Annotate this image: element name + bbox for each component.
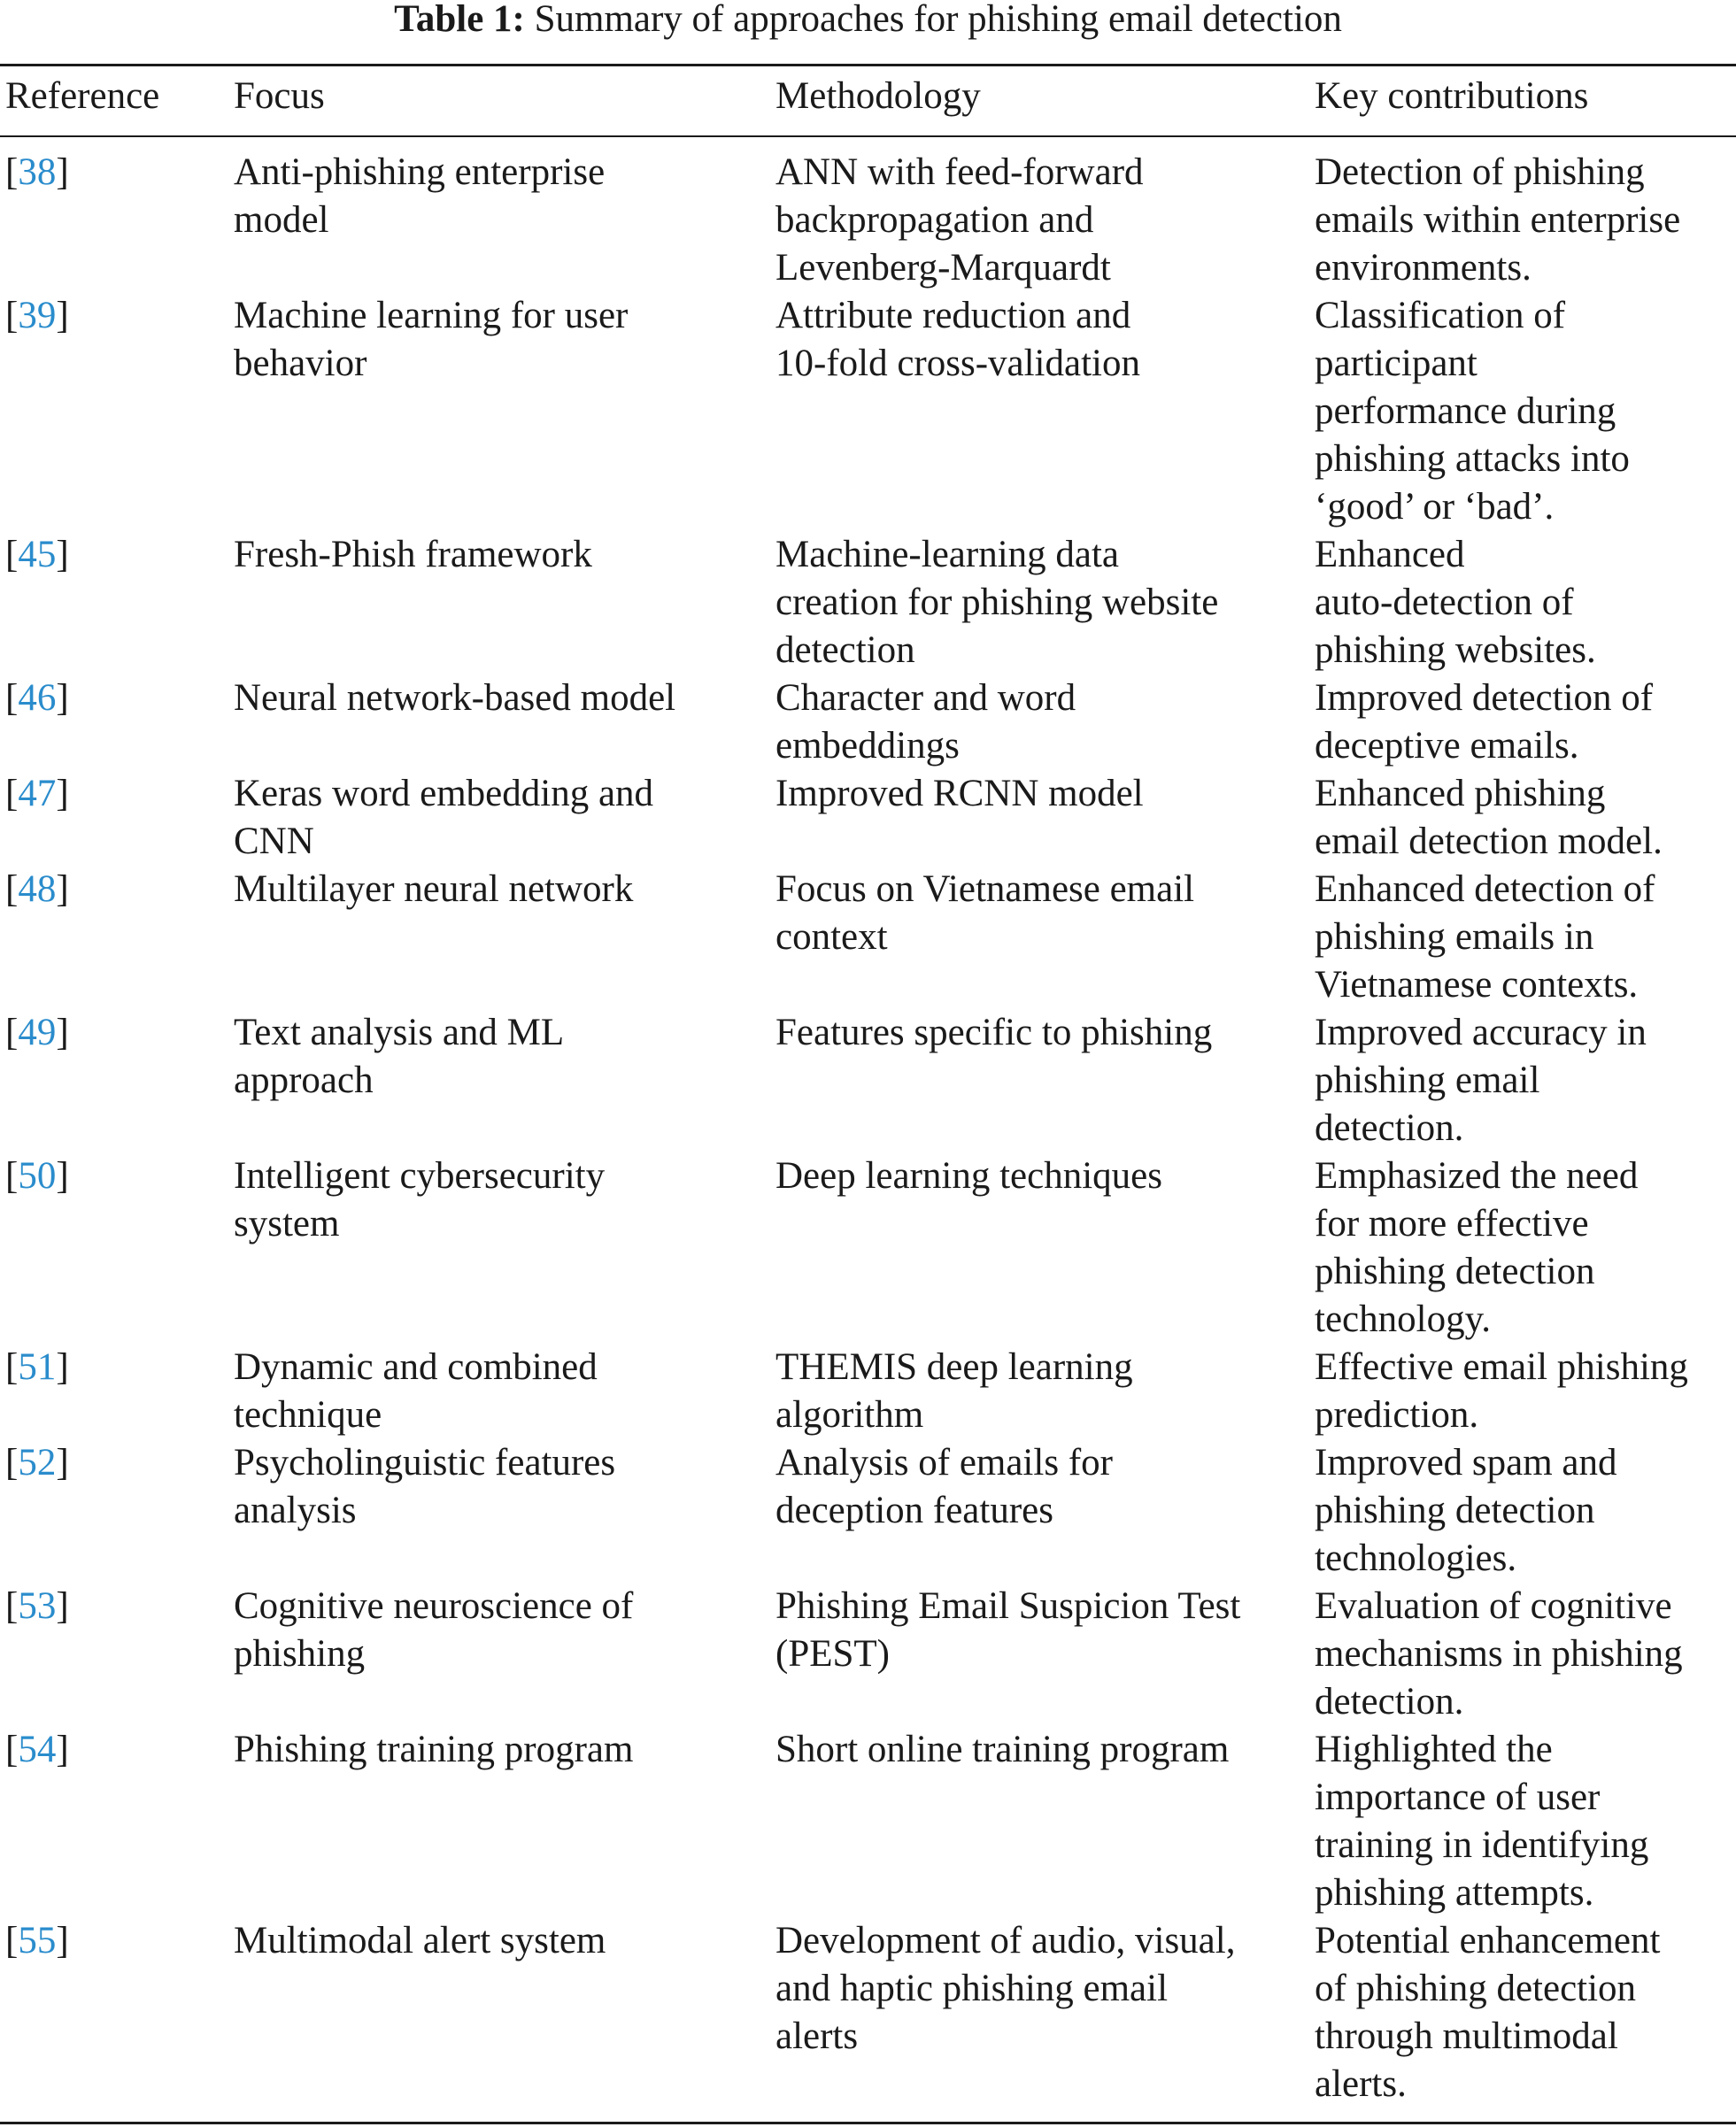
focus-cell: Anti-phishing enterprise model bbox=[234, 151, 606, 241]
methodology-cell: Phishing Email Suspicion Test (PEST) bbox=[775, 1585, 1241, 1675]
citation-link[interactable]: 55 bbox=[18, 1920, 57, 1961]
contributions-cell: Potential enhancement of phishing detection through multimodal alerts. bbox=[1315, 1920, 1661, 2105]
focus-cell: Phishing training program bbox=[234, 1729, 634, 1770]
header-key-contributions: Key contributions bbox=[1315, 75, 1589, 117]
focus-cell: Fresh-Phish framework bbox=[234, 534, 592, 575]
focus-cell: Machine learning for user behavior bbox=[234, 295, 629, 384]
reference-cell: [48] bbox=[5, 868, 69, 910]
table-row bbox=[0, 1917, 1736, 2108]
citation-link[interactable]: 45 bbox=[18, 534, 57, 575]
reference-cell: [51] bbox=[5, 1346, 69, 1388]
table-row bbox=[0, 531, 1736, 674]
citation-link[interactable]: 54 bbox=[18, 1729, 57, 1770]
contributions-cell: Enhanced auto-detection of phishing websites. bbox=[1315, 534, 1596, 671]
focus-cell: Multimodal alert system bbox=[234, 1920, 606, 1961]
top-rule bbox=[0, 64, 1736, 66]
reference-cell: [49] bbox=[5, 1012, 69, 1053]
table-header-row bbox=[0, 73, 1736, 131]
table-body bbox=[0, 149, 1736, 2119]
focus-cell: Keras word embedding and CNN bbox=[234, 773, 654, 862]
focus-cell: Psycholinguistic features analysis bbox=[234, 1442, 616, 1531]
citation-link[interactable]: 47 bbox=[18, 773, 57, 814]
focus-cell: Text analysis and ML approach bbox=[234, 1012, 565, 1101]
focus-cell: Dynamic and combined technique bbox=[234, 1346, 598, 1436]
methodology-cell: Character and word embeddings bbox=[775, 677, 1076, 767]
table-row bbox=[0, 1439, 1736, 1583]
table-row bbox=[0, 292, 1736, 531]
reference-cell: [46] bbox=[5, 677, 69, 719]
citation-link[interactable]: 52 bbox=[18, 1442, 57, 1484]
citation-link[interactable]: 39 bbox=[18, 295, 57, 336]
table-row bbox=[0, 1344, 1736, 1439]
methodology-cell: Analysis of emails for deception features bbox=[775, 1442, 1113, 1531]
reference-cell: [52] bbox=[5, 1442, 69, 1484]
methodology-cell: ANN with feed-forward backpropagation and Levenberg-Marquardt bbox=[775, 151, 1144, 289]
methodology-cell: Machine-learning data creation for phishing website detection bbox=[775, 534, 1219, 671]
contributions-cell: Effective email phishing prediction. bbox=[1315, 1346, 1688, 1436]
table-caption bbox=[0, 0, 1736, 39]
methodology-cell: Features specific to phishing bbox=[775, 1012, 1213, 1053]
contributions-cell: Detection of phishing emails within enterprise environments. bbox=[1315, 151, 1681, 289]
caption-label: Table 1: bbox=[394, 0, 525, 40]
reference-cell: [53] bbox=[5, 1585, 69, 1627]
methodology-cell: Development of audio, visual, and haptic phishing email alerts bbox=[775, 1920, 1236, 2057]
contributions-cell: Enhanced phishing email detection model. bbox=[1315, 773, 1663, 862]
citation-link[interactable]: 38 bbox=[18, 151, 57, 193]
header-rule bbox=[0, 135, 1736, 137]
reference-cell: [47] bbox=[5, 773, 69, 814]
reference-cell: [54] bbox=[5, 1729, 69, 1770]
contributions-cell: Evaluation of cognitive mechanisms in phishing detection. bbox=[1315, 1585, 1683, 1722]
contributions-cell: Improved detection of deceptive emails. bbox=[1315, 677, 1654, 767]
focus-cell: Multilayer neural network bbox=[234, 868, 634, 910]
table-row bbox=[0, 149, 1736, 292]
methodology-cell: Attribute reduction and 10-fold cross-validation bbox=[775, 295, 1140, 384]
citation-link[interactable]: 50 bbox=[18, 1155, 57, 1197]
focus-cell: Intelligent cybersecurity system bbox=[234, 1155, 606, 1245]
focus-cell: Cognitive neuroscience of phishing bbox=[234, 1585, 634, 1675]
reference-cell: [38] bbox=[5, 151, 69, 193]
focus-cell: Neural network-based model bbox=[234, 677, 676, 719]
table-row bbox=[0, 866, 1736, 1009]
contributions-cell: Classification of participant performance during phishing attacks into ‘good’ or ‘bad’. bbox=[1315, 295, 1630, 528]
citation-link[interactable]: 49 bbox=[18, 1012, 57, 1053]
contributions-cell: Enhanced detection of phishing emails in Vietnamese contexts. bbox=[1315, 868, 1655, 1006]
reference-cell: [55] bbox=[5, 1920, 69, 1961]
methodology-cell: Short online training program bbox=[775, 1729, 1230, 1770]
table-row bbox=[0, 1726, 1736, 1917]
caption-text: Summary of approaches for phishing email detection bbox=[534, 0, 1342, 40]
reference-cell: [45] bbox=[5, 534, 69, 575]
reference-cell: [50] bbox=[5, 1155, 69, 1197]
table-row bbox=[0, 770, 1736, 866]
table-row bbox=[0, 674, 1736, 770]
reference-cell: [39] bbox=[5, 295, 69, 336]
table-row bbox=[0, 1009, 1736, 1152]
table-row bbox=[0, 1583, 1736, 1726]
bottom-rule bbox=[0, 2122, 1736, 2124]
citation-link[interactable]: 46 bbox=[18, 677, 57, 719]
contributions-cell: Improved spam and phishing detection technologies. bbox=[1315, 1442, 1617, 1579]
header-reference: Reference bbox=[5, 75, 160, 117]
header-methodology: Methodology bbox=[775, 75, 981, 117]
table-row bbox=[0, 1152, 1736, 1344]
contributions-cell: Emphasized the need for more effective phishing detection technology. bbox=[1315, 1155, 1639, 1340]
header-focus: Focus bbox=[234, 75, 325, 117]
methodology-cell: THEMIS deep learning algorithm bbox=[775, 1346, 1133, 1436]
citation-link[interactable]: 48 bbox=[18, 868, 57, 910]
contributions-cell: Highlighted the importance of user training in identifying phishing attempts. bbox=[1315, 1729, 1649, 1914]
citation-link[interactable]: 51 bbox=[18, 1346, 57, 1388]
methodology-cell: Improved RCNN model bbox=[775, 773, 1144, 814]
citation-link[interactable]: 53 bbox=[18, 1585, 57, 1627]
methodology-cell: Focus on Vietnamese email context bbox=[775, 868, 1195, 958]
methodology-cell: Deep learning techniques bbox=[775, 1155, 1162, 1197]
contributions-cell: Improved accuracy in phishing email detection. bbox=[1315, 1012, 1647, 1149]
